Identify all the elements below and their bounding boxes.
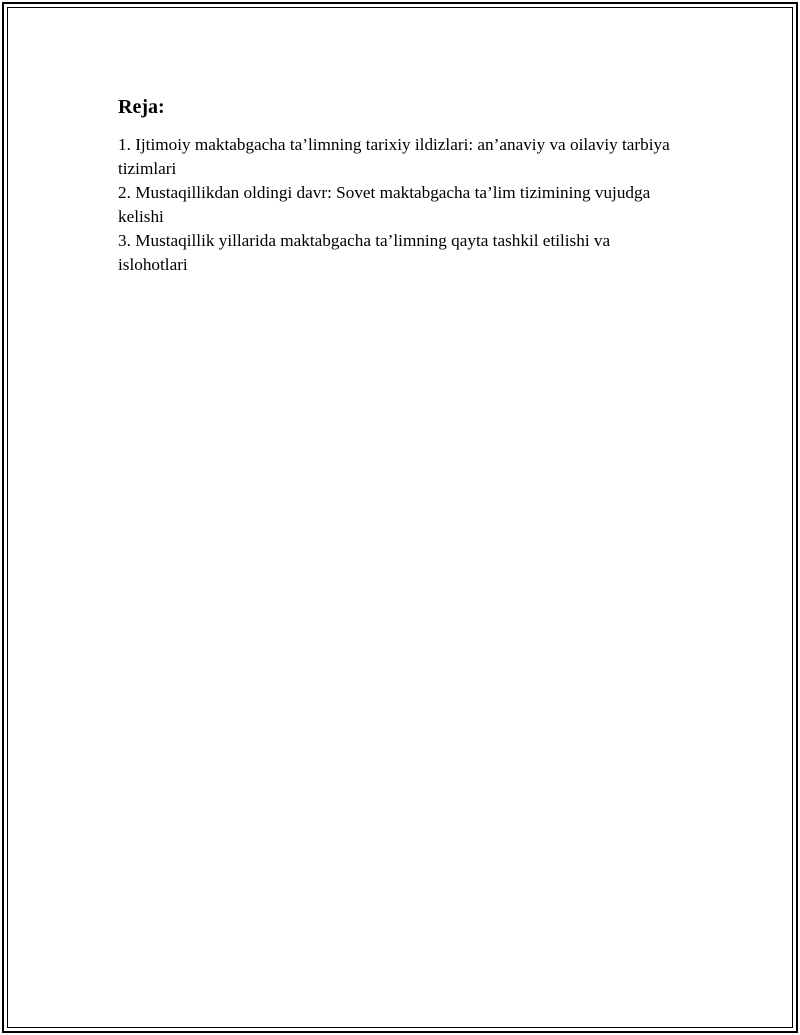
plan-item-2: 2. Mustaqillikdan oldingi davr: Sovet maktabgacha ta’lim tizimining vujudga kelishi: [118, 183, 651, 226]
plan-list: [118, 133, 678, 277]
plan-heading: Reja:: [118, 96, 165, 118]
plan-item-1: 1. Ijtimoiy maktabgacha ta’limning tarixiy ildizlari: an’anaviy va oilaviy tarbiya tizimlari: [118, 135, 670, 178]
plan-item-3: 3. Mustaqillik yillarida maktabgacha ta’limning qayta tashkil etilishi va islohotlari: [118, 231, 611, 274]
document-body: [118, 95, 678, 277]
